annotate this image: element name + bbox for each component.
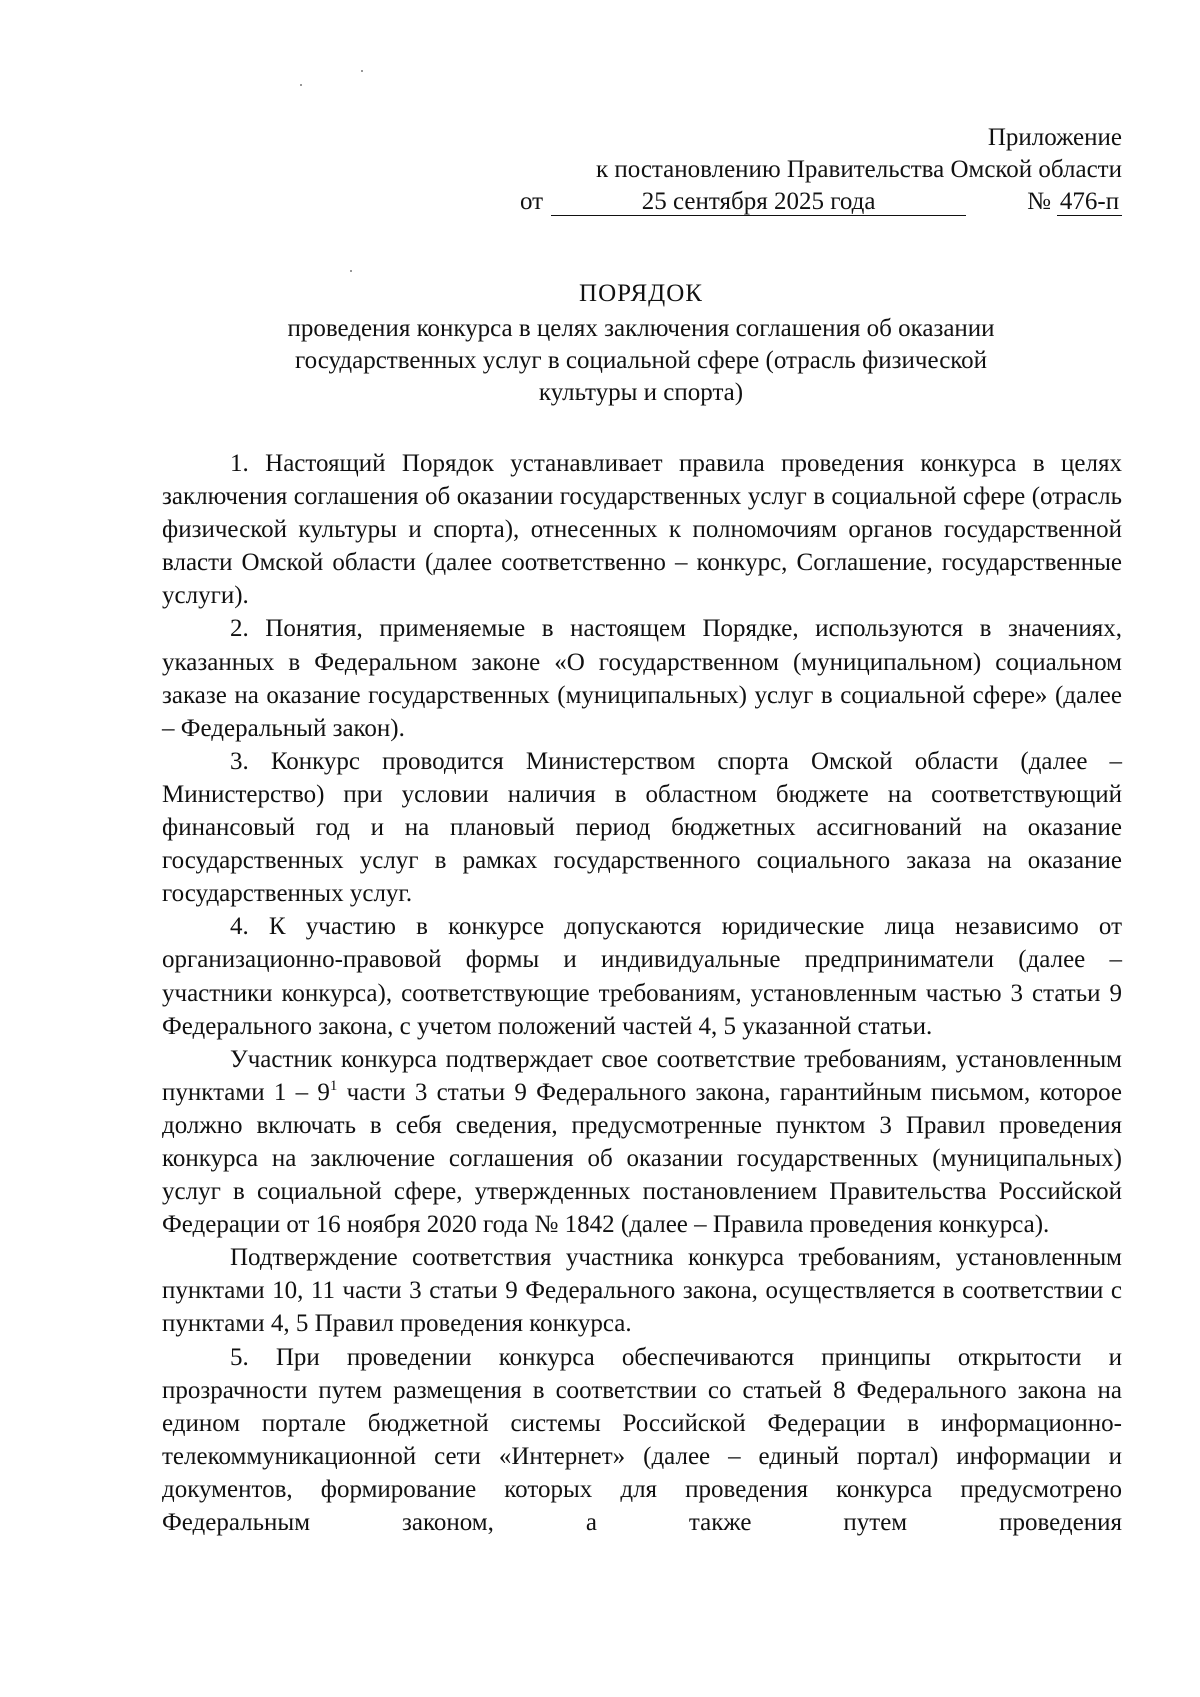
paragraph-2: 2. Понятия, применяемые в настоящем Порядке, используются в значениях, указанных в Федеральном законе «О государственном (муниципальном) социальном заказе на оказание государственных (муниципальных) услуг в социальной сфере» (далее – Федеральный закон). (162, 615, 1122, 742)
document-body (162, 447, 1122, 1539)
appendix-label: Приложение (987, 124, 1122, 151)
paragraph-4: 4. К участию в конкурсе допускаются юридические лица независимо от организационно-правовой формы и индивидуальные предприниматели (далее – участники конкурса), соответствующие требованиям, установленным частью 3 статьи 9 Федерального закона, с учетом положений частей 4, 5 указанной статьи. (162, 913, 1122, 1040)
scan-speck (300, 84, 302, 86)
document-title (160, 278, 1122, 409)
scan-speck (350, 270, 352, 272)
title-subtitle-line: государственных услуг в социальной сфере (отрасль физической (294, 347, 988, 374)
number-label: № (1027, 188, 1051, 215)
paragraph-text: части 3 статьи 9 Федерального закона, гарантийным письмом, которое должно включать в себя сведения, предусмотренные пунктом 3 Правил проведения конкурса на заключение соглашения об оказании государственных (муниципальных) услуг в социальной сфере, утвержденных постановлением Правительства Российской Федерации от 16 ноября 2020 года № 1842 (далее – Правила проведения конкурса). (162, 1078, 1122, 1239)
paragraph-4-compliance-confirmation: Подтверждение соответствия участника конкурса требованиям, установленным пунктами 10, 11 части 3 статьи 9 Федерального закона, осуществляется в соответствии с пунктами 4, 5 Правил проведения конкурса. (162, 1244, 1122, 1338)
decree-date: 25 сентября 2025 года (551, 189, 966, 216)
decree-date-line (520, 186, 1122, 218)
title-main: ПОРЯДОК (579, 280, 703, 307)
paragraph-4-participant-confirmation (162, 1043, 1122, 1242)
from-label: от (520, 188, 544, 215)
paragraph-3: 3. Конкурс проводится Министерством спорта Омской области (далее – Министерство) при условии наличия в областном бюджете на соответствующий финансовый год и на плановый период бюджетных ассигнований на оказание государственных услуг в рамках государственного социального заказа на оказание государственных услуг. (162, 747, 1122, 908)
appendix-header (520, 122, 1122, 218)
scan-speck (361, 70, 363, 72)
appendix-reference: к постановлению Правительства Омской области (595, 156, 1122, 183)
superscript: 1 (329, 1077, 338, 1094)
paragraph-text: Участник конкурса подтверждает свое соответствие требованиям, установленным пунктами 1 – 9 (162, 1045, 1122, 1106)
title-subtitle-line: проведения конкурса в целях заключения соглашения об оказании (287, 315, 995, 342)
decree-number: 476-п (1057, 189, 1122, 216)
title-subtitle-line: культуры и спорта) (538, 379, 744, 406)
paragraph-5: 5. При проведении конкурса обеспечиваются принципы открытости и прозрачности путем размещения в соответствии со статьей 8 Федерального закона на едином портале бюджетной системы Российской Федерации в информационно-телекоммуникационной сети «Интернет» (далее – единый портал) информации и документов, формирование которых для проведения конкурса предусмотрено Федеральным законом, а также путем проведения (162, 1343, 1122, 1536)
paragraph-1: 1. Настоящий Порядок устанавливает правила проведения конкурса в целях заключения соглашения об оказании государственных услуг в социальной сфере (отрасль физической культуры и спорта), отнесенных к полномочиям органов государственной власти Омской области (далее соответственно – конкурс, Соглашение, государственные услуги). (162, 450, 1122, 610)
